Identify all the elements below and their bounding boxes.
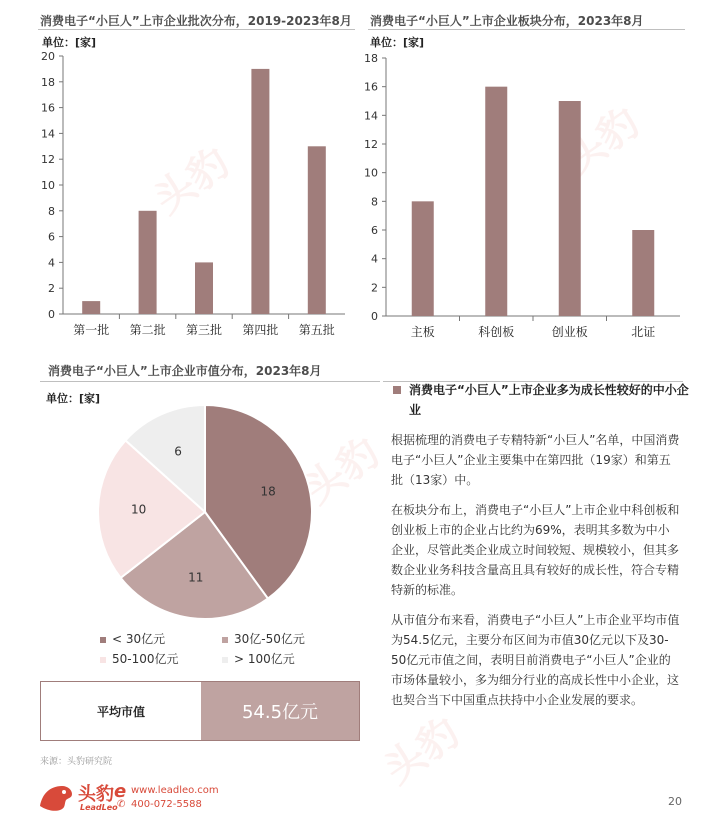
y-tick-label: 8	[48, 204, 55, 218]
legend-item	[222, 630, 305, 647]
body-paragraph: 在板块分布上，消费电子“小巨人”上市企业中科创板和创业板上市的企业占比约为69%，表明其多数为中小企业，尽管此类企业成立时间较短、规模较小，但其多数企业业务科技含量高且具有较好的成长性，符合专精特新的标准。	[391, 503, 680, 597]
footer-logo	[36, 778, 156, 818]
bar	[139, 211, 157, 314]
unit-label-batch: 单位：[家]	[42, 36, 97, 49]
bar	[308, 146, 326, 314]
y-tick-label: 14	[364, 109, 378, 123]
avg-value-label: 平均市值	[41, 682, 201, 740]
page-number: 20	[668, 795, 682, 808]
pie-data-label: 18	[260, 484, 276, 499]
bar	[485, 87, 507, 316]
unit-label-board: 单位：[家]	[370, 36, 425, 49]
phone-icon: ✆	[117, 799, 126, 810]
logo-en: LeadLeo	[80, 803, 118, 812]
x-category-label: 第五批	[298, 323, 335, 337]
footer-e-icon: e	[114, 781, 127, 802]
pie-data-label: 10	[131, 502, 147, 517]
watermark: 头豹	[296, 429, 388, 514]
footer-phone: 400-072-5588	[131, 799, 202, 810]
y-tick-label: 12	[364, 138, 378, 151]
y-tick-label: 4	[371, 252, 378, 266]
y-tick-label: 20	[41, 50, 55, 63]
legend-swatch	[222, 637, 228, 643]
bar	[251, 69, 269, 314]
y-tick-label: 2	[48, 282, 55, 296]
y-tick-label: 8	[371, 195, 378, 209]
avg-value-box	[40, 681, 360, 741]
legend-item	[100, 650, 179, 667]
y-tick-label: 2	[371, 281, 378, 295]
bar	[82, 301, 100, 314]
y-tick-label: 14	[41, 127, 55, 141]
pie-chart-market-value	[90, 402, 320, 632]
pie-data-label: 11	[188, 570, 204, 585]
unit-label-market-value: 单位：[家]	[46, 392, 101, 405]
legend-swatch	[100, 637, 106, 643]
y-tick-label: 0	[371, 310, 378, 323]
body-paragraph: 从市值分布来看，消费电子“小巨人”上市企业平均市值为54.5亿元，主要分布区间为市值30亿元以下及30-50亿元市值之间，表明目前消费电子“小巨人”企业的市场体量较小，多为细分行业的高成长性中小企业，这也契合当下中国重点扶持中小企业发展的要求。	[391, 613, 680, 707]
legend-label: < 30亿元	[112, 632, 166, 646]
watermark: 头豹	[376, 709, 468, 794]
y-tick-label: 16	[364, 80, 378, 94]
x-category-label: 第一批	[73, 323, 110, 337]
x-category-label: 第二批	[129, 323, 166, 337]
divider	[40, 381, 380, 382]
x-category-label: 主板	[410, 325, 435, 339]
body-paragraph: 根据梳理的消费电子专精特新“小巨人”名单，中国消费电子“小巨人”企业主要集中在第四批（19家）和第五批（13家）中。	[391, 433, 680, 487]
pie-data-label: 6	[174, 444, 182, 459]
bar-chart-batch	[0, 0, 360, 350]
x-category-label: 北证	[631, 325, 656, 339]
leopard-logo-icon	[36, 780, 76, 814]
footer-url: www.leadleo.com	[131, 785, 219, 796]
x-category-label: 第三批	[185, 323, 223, 337]
y-tick-label: 10	[364, 166, 378, 180]
heading-text: 消费电子“小巨人”上市企业多为成长性较好的中小企业	[409, 383, 689, 417]
x-category-label: 创业板	[551, 325, 588, 339]
bar	[632, 230, 654, 316]
right-body	[391, 430, 681, 710]
bar	[559, 101, 581, 316]
chart-title-board: 消费电子“小巨人”上市企业板块分布，2023年8月	[370, 14, 644, 28]
y-tick-label: 18	[364, 52, 378, 65]
legend-swatch	[222, 657, 228, 663]
x-category-label: 第四批	[242, 323, 279, 337]
legend-item	[100, 630, 165, 647]
logo-cn: 头豹	[78, 784, 114, 805]
watermark: 头豹	[556, 99, 648, 184]
bar-chart-board	[360, 0, 720, 350]
legend-label: 30亿-50亿元	[234, 632, 305, 646]
y-tick-label: 16	[41, 101, 55, 115]
x-category-label: 科创板	[478, 325, 515, 339]
y-tick-label: 18	[41, 75, 55, 89]
watermark: 头豹	[146, 139, 238, 224]
legend-swatch	[100, 657, 106, 663]
chart-title-batch: 消费电子“小巨人”上市企业批次分布，2019-2023年8月	[40, 14, 352, 28]
legend-label: 50-100亿元	[112, 652, 179, 666]
y-tick-label: 10	[41, 179, 55, 192]
chart-title-market-value: 消费电子“小巨人”上市企业市值分布，2023年8月	[48, 364, 322, 378]
avg-value-number: 54.5亿元	[201, 682, 359, 740]
y-tick-label: 12	[41, 153, 55, 167]
heading-marker	[393, 386, 401, 394]
y-tick-label: 6	[48, 230, 55, 244]
legend-item	[222, 650, 295, 667]
source-note: 来源：头豹研究院	[40, 757, 113, 767]
y-tick-label: 4	[48, 256, 55, 270]
bar	[195, 262, 213, 314]
bar	[412, 201, 434, 316]
y-tick-label: 0	[48, 308, 55, 321]
y-tick-label: 6	[371, 224, 378, 237]
legend-label: > 100亿元	[234, 652, 295, 666]
right-heading	[391, 380, 689, 420]
